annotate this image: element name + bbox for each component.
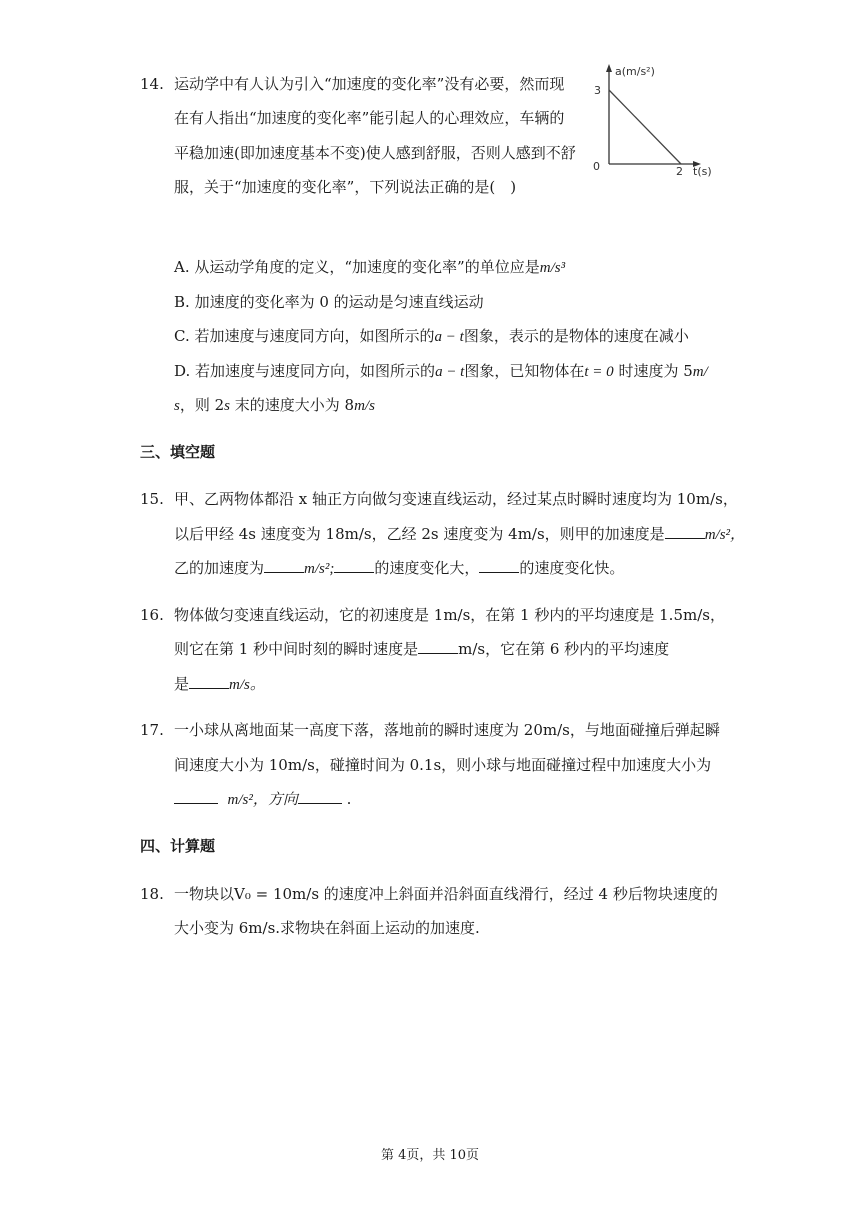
question-14-stem-line-3: 平稳加速(即加速度基本不变)使人感到舒服，否则人感到不舒 (174, 144, 576, 162)
option-d-line-1 (174, 361, 708, 382)
question-17-number: 17. (140, 721, 164, 739)
option-b (174, 292, 484, 312)
option-c-label: C. (174, 327, 190, 345)
option-d-text-post: 时速度为 5 (613, 362, 693, 380)
question-15-unit-1: m/s²， (704, 527, 746, 543)
question-15-line-2 (174, 524, 745, 545)
question-16-line-1: 物体做匀变速直线运动，它的初速度是 1m/s，在第 1 秒内的平均速度是 1.5m/s， (174, 606, 725, 624)
option-d-line2-math-2: s (224, 398, 230, 414)
graph-x-tick-label: 2 (676, 165, 683, 178)
question-14-stem-line-1: 运动学中有人认为引入“加速度的变化率”没有必要，然而现 (174, 75, 565, 93)
option-d-math-2: t = 0 (584, 364, 614, 380)
graph-data-line (609, 90, 681, 164)
question-17-line-1: 一小球从离地面某一高度下落，落地前的瞬时速度为 20m/s，与地面碰撞后弹起瞬 (174, 721, 720, 739)
answer-blank[interactable] (264, 558, 304, 573)
question-16-line-2-text-a: 则它在第 1 秒中间时刻的瞬时速度是 (174, 640, 419, 658)
option-c-text-post: 图象，表示的是物体的速度在减小 (463, 327, 689, 345)
section-calculation-heading: 四、计算题 (140, 837, 216, 855)
question-15-line-3-text-d: 的速度变化快。 (519, 559, 625, 577)
option-c (174, 326, 689, 347)
question-14-stem-line-4: 服，关于“加速度的变化率”，下列说法正确的是( ) (174, 178, 517, 196)
answer-blank[interactable] (665, 524, 705, 539)
question-18-line-1: 一物块以V₀ = 10m/s 的速度冲上斜面并沿斜面直线滑行，经过 4 秒后物块速度的 (174, 885, 718, 903)
option-d-text-mid: 图象，已知物体在 (464, 362, 585, 380)
answer-blank[interactable] (174, 789, 218, 804)
answer-blank[interactable] (334, 558, 374, 573)
graph-y-axis-label: a(m/s²) (615, 65, 655, 78)
option-d-math-3: m/ (692, 364, 708, 380)
page-footer: 第 4页，共 10页 (380, 1148, 480, 1163)
question-15-unit-2: m/s²; (304, 561, 335, 577)
option-b-text: 加速度的变化率为 0 的运动是匀速直线运动 (194, 293, 484, 311)
graph-y-tick-label: 3 (594, 84, 601, 97)
option-c-text-pre: 若加速度与速度同方向，如图所示的 (194, 327, 435, 345)
option-d-line-2 (174, 395, 375, 416)
option-a (174, 257, 565, 278)
section-fill-in-heading: 三、填空题 (140, 443, 216, 461)
option-a-text: 从运动学角度的定义，“加速度的变化率”的单位应是 (194, 258, 540, 276)
question-16-unit: m/s。 (229, 677, 265, 693)
option-d-text-pre: 若加速度与速度同方向，如图所示的 (195, 362, 436, 380)
question-15-line-2-text: 以后甲经 4s 速度变为 18m/s，乙经 2s 速度变为 4m/s，则甲的加速度是 (174, 525, 665, 543)
question-16-number: 16. (140, 606, 164, 624)
question-16-line-2 (174, 639, 669, 659)
question-14-stem-line-2: 在有人指出“加速度的变化率”能引起人的心理效应，车辆的 (174, 109, 565, 127)
question-15-line-3-text-c: 的速度变化大， (374, 559, 480, 577)
answer-blank[interactable] (479, 558, 519, 573)
option-c-math: a − t (434, 329, 464, 345)
question-18-number: 18. (140, 885, 164, 903)
acceleration-time-graph (585, 60, 725, 180)
question-17-line-3 (174, 789, 351, 810)
answer-blank[interactable] (418, 639, 458, 654)
option-d-label: D. (174, 362, 191, 380)
question-14-number: 14. (140, 75, 164, 93)
answer-blank[interactable] (298, 789, 342, 804)
graph-y-arrow (606, 64, 612, 72)
option-d-line2-text-2: 末的速度大小为 8 (230, 396, 355, 414)
question-15-line-3 (174, 558, 624, 579)
question-17-line-3-text-a: m/s²，方向 (227, 792, 298, 808)
option-a-unit: m/s³ (539, 260, 566, 276)
question-16-line-3 (174, 674, 265, 695)
question-16-line-2-text-b: m/s，它在第 6 秒内的平均速度 (458, 640, 670, 658)
question-18-line-2: 大小变为 6m/s.求物块在斜面上运动的加速度. (174, 919, 480, 937)
answer-blank[interactable] (189, 674, 229, 689)
question-15-line-3-text-a: 乙的加速度为 (174, 559, 265, 577)
option-b-label: B. (174, 293, 190, 311)
graph-origin-label: 0 (593, 160, 600, 173)
option-d-math-1: a − t (435, 364, 465, 380)
question-15-line-1: 甲、乙两物体都沿 x 轴正方向做匀变速直线运动，经过某点时瞬时速度均为 10m/s， (174, 490, 738, 508)
question-16-line-3-text-a: 是 (174, 675, 190, 693)
question-17-line-3-text-b: . (341, 790, 352, 808)
question-17-line-2: 间速度大小为 10m/s，碰撞时间为 0.1s，则小球与地面碰撞过程中加速度大小为 (174, 756, 712, 774)
graph-x-axis-label: t(s) (693, 165, 712, 178)
question-15-number: 15. (140, 490, 164, 508)
option-d-line2-text: ，则 2 (179, 396, 225, 414)
option-d-line2-math-1: s (174, 398, 180, 414)
option-d-line2-math-3: m/s (354, 398, 375, 414)
option-a-label: A. (174, 258, 190, 276)
